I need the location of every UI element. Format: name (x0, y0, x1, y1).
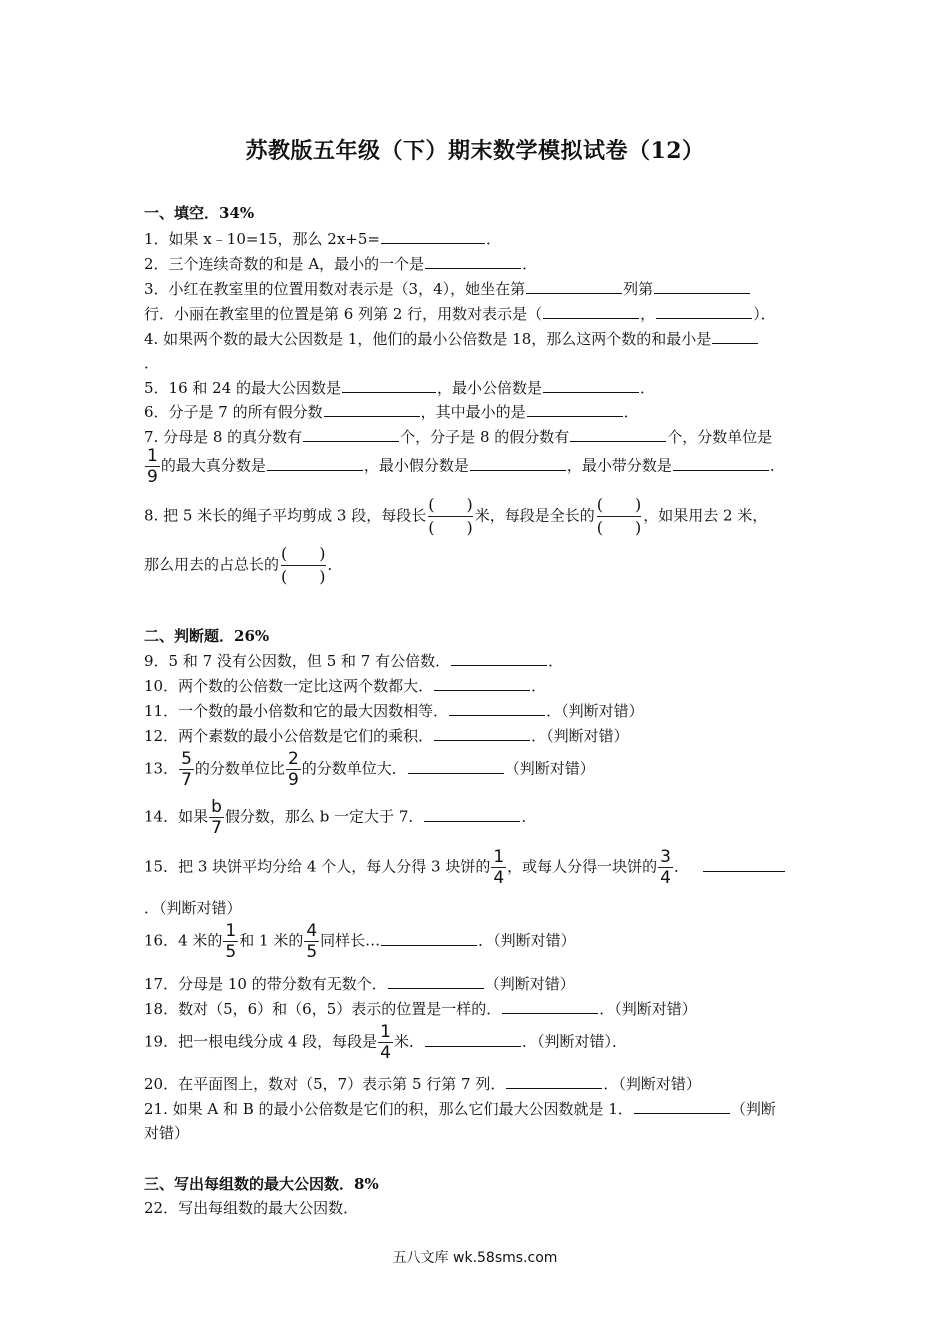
answer-blank[interactable] (506, 1073, 602, 1089)
question-14: 14．如果 $\frac{b}{7}$ 假分数，那么 b 一定大于 7． ． (144, 797, 537, 838)
answer-blank[interactable] (381, 228, 485, 244)
answer-blank[interactable] (470, 455, 566, 471)
page-title: 苏教版五年级（下）期末数学模拟试卷（12） (245, 138, 705, 164)
section-heading-gcd: 三、写出每组数的最大公因数．8% (144, 1175, 379, 1193)
question-21-line-1: 21. 如果 A 和 B 的最小公倍数是它们的积，那么它们最大公因数就是 1． （判断 (144, 1100, 776, 1118)
answer-blank[interactable] (654, 278, 750, 294)
answer-blank[interactable] (408, 758, 504, 774)
question-1: 1．如果 x﹣10=15，那么 2x+5= ． (144, 230, 501, 248)
answer-blank[interactable] (570, 426, 666, 442)
fraction-answer-box[interactable]: ( ) ( ) (596, 495, 642, 537)
answer-blank[interactable] (543, 377, 639, 393)
question-18: 18．数对（5，6）和（6，5）表示的位置是一样的． ．（判断对错） (144, 1000, 697, 1018)
answer-blank[interactable] (267, 455, 363, 471)
answer-blank[interactable] (381, 930, 477, 946)
fraction-4-5: $\frac{4}{5}$ (306, 921, 318, 962)
question-3-line-1: 3．小红在教室里的位置用数对表示是（3，4），她坐在第 列第 (144, 278, 751, 299)
question-13: 13． $\frac{5}{7}$ 的分数单位比 $\frac{2}{9}$ 的分数单位大． （判断对错） (144, 749, 595, 790)
question-5: 5．16 和 24 的最大公因数是 ，最小公倍数是 ． (144, 379, 656, 397)
answer-blank[interactable] (451, 650, 547, 666)
answer-blank[interactable] (526, 278, 622, 294)
question-20: 20．在平面图上，数对（5，7）表示第 5 行第 7 列． ．（判断对错） (144, 1075, 701, 1093)
answer-blank[interactable] (502, 998, 598, 1014)
answer-blank[interactable] (527, 401, 623, 417)
question-17: 17．分母是 10 的带分数有无数个． （判断对错） (144, 975, 575, 993)
question-9: 9．5 和 7 没有公因数，但 5 和 7 有公倍数． ． (144, 652, 564, 670)
answer-blank[interactable] (673, 455, 769, 471)
question-6: 6．分子是 7 的所有假分数 ，其中最小的是 ． (144, 403, 639, 421)
question-8-line-1: 8. 把 5 米长的绳子平均剪成 3 段，每段长 ( ) ( ) 米，每段是全长的 ( ) ( ) ，如果用去 2 米， (144, 495, 768, 537)
question-4-line-2: ． (144, 354, 160, 372)
answer-blank[interactable] (425, 253, 521, 269)
question-16: 16．4 米的 $\frac{1}{5}$ 和 1 米的 $\frac{4}{5}$ 同样长… ．（判断对错） (144, 921, 576, 962)
question-10: 10．两个数的公倍数一定比这两个数都大． ． (144, 677, 547, 695)
question-7-line-1: 7. 分母是 8 的真分数有 个，分子是 8 的假分数有 个，分数单位是 (144, 428, 773, 446)
section-heading-fill-in: 一、填空．34% (144, 204, 255, 222)
answer-blank[interactable] (303, 426, 399, 442)
answer-blank[interactable] (434, 725, 530, 741)
question-15-line-2: ．（判断对错） (144, 899, 242, 917)
answer-blank[interactable] (342, 377, 436, 393)
question-12: 12．两个素数的最小公倍数是它们的乘积． ．（判断对错） (144, 727, 629, 745)
fraction-1-5: $\frac{1}{5}$ (225, 921, 237, 962)
question-4-line-1: 4. 如果两个数的最大公因数是 1，他们的最小公倍数是 18，那么这两个数的和最小是 (144, 328, 759, 349)
question-2: 2．三个连续奇数的和是 A，最小的一个是 ． (144, 255, 538, 273)
answer-blank[interactable] (656, 303, 752, 319)
fraction-b-7: $\frac{b}{7}$ (211, 797, 222, 838)
answer-blank[interactable] (434, 675, 530, 691)
answer-blank[interactable] (543, 303, 639, 319)
answer-blank[interactable] (712, 328, 758, 344)
question-19: 19．把一根电线分成 4 段，每段是 $\frac{1}{4}$ 米． ．（判断对错）． (144, 1022, 628, 1063)
question-15-line-1: 15．把 3 块饼平均分给 4 个人，每人分得 3 块饼的 $\frac{1}{4}$ ，或每人分得一块饼的 $\frac{3}{4}$ ． (144, 848, 786, 887)
fraction-answer-box[interactable]: ( ) ( ) (428, 495, 473, 537)
question-11: 11．一个数的最小倍数和它的最大因数相等． ．（判断对错） (144, 702, 644, 720)
question-8-line-2: 那么用去的占总长的 ( ) ( ) ． (144, 544, 343, 586)
question-21-line-2: 对错） (144, 1124, 190, 1142)
fraction-3-4: $\frac{3}{4}$ (660, 847, 671, 888)
answer-blank[interactable] (634, 1098, 730, 1114)
fraction-1-4: $\frac{1}{4}$ (493, 847, 505, 888)
answer-blank[interactable] (449, 700, 545, 716)
answer-blank[interactable] (703, 856, 785, 872)
answer-blank[interactable] (425, 1031, 521, 1047)
answer-blank[interactable] (324, 401, 420, 417)
fraction-2-9: $\frac{2}{9}$ (287, 749, 299, 790)
fraction-1-4: $\frac{1}{4}$ (380, 1022, 391, 1063)
question-3-line-2: 行．小丽在教室里的位置是第 6 列第 2 行，用数对表示是（ ， ）． (144, 305, 776, 323)
section-heading-true-false: 二、判断题．26% (144, 627, 270, 645)
fraction-answer-box[interactable]: ( ) ( ) (281, 544, 326, 586)
answer-blank[interactable] (424, 806, 520, 822)
page-footer: 五八文库 wk.58sms.com (392, 1250, 558, 1266)
fraction-5-7: $\frac{5}{7}$ (181, 749, 192, 790)
question-7-line-2: $\frac{1}{9}$ 的最大真分数是 ，最小假分数是 ，最小带分数是 ． (147, 446, 785, 487)
answer-blank[interactable] (388, 973, 484, 989)
question-22: 22．写出每组数的最大公因数． (144, 1199, 359, 1217)
fraction-1-9: $\frac{1}{9}$ (147, 446, 158, 487)
